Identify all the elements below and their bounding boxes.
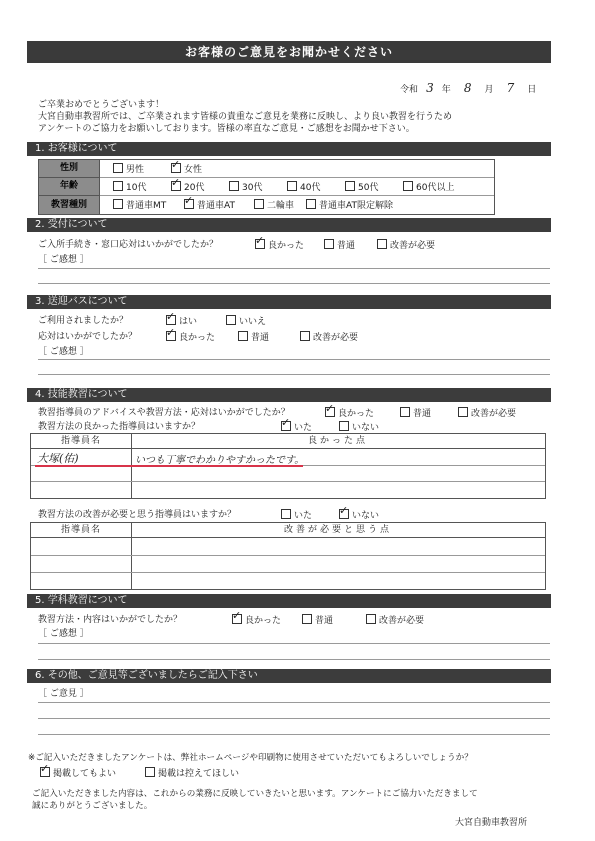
checkbox[interactable] xyxy=(226,315,236,325)
section5-option-average[interactable] xyxy=(302,614,333,627)
improve-table-col-divider xyxy=(131,523,132,589)
date-month-unit: 月 xyxy=(484,85,494,95)
section3-q1: ご利用されましたか？ xyxy=(38,316,129,326)
section5-option-good[interactable] xyxy=(232,614,281,627)
date-month: 8 xyxy=(463,81,472,95)
date-year: 3 xyxy=(426,81,434,95)
comment-line xyxy=(38,702,550,703)
comment-line xyxy=(38,268,550,269)
checkbox[interactable] xyxy=(324,239,334,249)
course-option-mt[interactable] xyxy=(113,199,166,212)
checkbox[interactable] xyxy=(366,614,376,624)
checkbox-checked[interactable] xyxy=(281,421,291,431)
section5-bar xyxy=(27,594,551,608)
checkbox[interactable] xyxy=(113,199,123,209)
checkbox[interactable] xyxy=(377,239,387,249)
header-title: お客様のご意見をお聞かせください xyxy=(184,45,393,59)
option-label: 良かった xyxy=(338,409,375,419)
improve-table-col-points: 改善が必要と思う点 xyxy=(283,525,392,535)
checkbox[interactable] xyxy=(339,421,349,431)
checkbox-checked[interactable] xyxy=(232,614,242,624)
improve-table-col-instructor: 指導員名 xyxy=(60,525,101,535)
intro-line-2: 大宮自動車教習所では、ご卒業されます皆様の貴重なご意見を業務に反映し、より良い教習を行うため xyxy=(38,112,453,122)
section1-title: 1. お客様について xyxy=(35,143,118,154)
checkbox[interactable] xyxy=(403,181,413,191)
comment-line xyxy=(38,359,550,360)
intro-line-1: ご卒業おめでとうございます！ xyxy=(38,100,165,110)
gender-option-male[interactable] xyxy=(113,163,144,176)
checkbox[interactable] xyxy=(281,509,291,519)
option-label: 50代 xyxy=(358,183,379,193)
option-label: いない xyxy=(352,423,380,433)
footer-note: ※ご記入いただきましたアンケートは、弊社ホームページや印刷物に使用させていただいてもよろしいでしょうか？ xyxy=(28,753,473,763)
section2-bar xyxy=(27,218,551,232)
section3-q2-option-good[interactable] xyxy=(166,331,215,344)
checkbox[interactable] xyxy=(300,331,310,341)
checkbox[interactable] xyxy=(400,407,410,417)
section3-title: 3. 送迎バスについて xyxy=(35,296,128,307)
section2-option-average[interactable] xyxy=(324,239,355,252)
checkbox-checked[interactable] xyxy=(166,315,176,325)
option-label: 改善が必要 xyxy=(313,333,359,343)
option-label: 男性 xyxy=(126,165,145,175)
section2-option-good[interactable] xyxy=(255,239,304,252)
section4-q1-option-needs-improvement[interactable] xyxy=(458,407,516,420)
good-table-row-line xyxy=(31,448,545,449)
good-table-row1-text: いつも丁寧でわかりやすかったです。 xyxy=(135,455,305,466)
age-option-40s[interactable] xyxy=(287,181,320,194)
checkbox-checked[interactable] xyxy=(40,767,50,777)
option-label: 良かった xyxy=(268,241,305,251)
section2-title: 2. 受付について xyxy=(35,219,108,230)
option-label: 普通 xyxy=(413,409,432,419)
checkbox[interactable] xyxy=(113,163,123,173)
date-day: 7 xyxy=(506,81,515,95)
section3-q2: 応対はいかがでしたか？ xyxy=(38,332,138,342)
comment-line xyxy=(38,374,550,375)
checkbox-checked[interactable] xyxy=(166,331,176,341)
option-label: 掲載は控えてほしい xyxy=(158,769,240,779)
good-table-row1-instructor: 大塚(佑) xyxy=(37,452,79,465)
date-era: 令和 xyxy=(400,85,419,95)
footer-thanks-line-1: ご記入いただきました内容は、これからの業務に反映していきたいと思います。アンケートにご協力いただきまして xyxy=(32,789,478,799)
date-line xyxy=(400,82,536,96)
age-option-50s[interactable] xyxy=(345,181,378,194)
section2-comment-label: ［ ご感想 ］ xyxy=(38,255,89,265)
header-bar xyxy=(27,41,551,63)
option-label: いない xyxy=(352,511,380,521)
option-label: 普通車AT xyxy=(197,201,235,211)
comment-line xyxy=(38,718,550,719)
checkbox[interactable] xyxy=(458,407,468,417)
option-label: 普通車AT限定解除 xyxy=(319,201,393,211)
age-option-60s-plus[interactable] xyxy=(403,181,454,194)
checkbox[interactable] xyxy=(229,181,239,191)
footer-org: 大宮自動車教習所 xyxy=(455,818,528,828)
section4-q1-option-average[interactable] xyxy=(400,407,431,420)
section6-bar xyxy=(27,669,551,683)
section5-comment-label: ［ ご感想 ］ xyxy=(38,629,89,639)
section6-title: 6. その他、ご意見等ございましたらご記入下さい xyxy=(35,670,258,681)
option-label: 普通 xyxy=(337,241,356,251)
option-label: 二輪車 xyxy=(267,201,295,211)
age-option-10s[interactable] xyxy=(113,181,146,194)
checkbox-checked[interactable] xyxy=(339,509,349,519)
option-label: 掲載してもよい xyxy=(53,769,117,779)
comment-line xyxy=(38,734,550,735)
option-label: 普通車MT xyxy=(126,201,167,211)
course-option-at-limit-removal[interactable] xyxy=(306,199,393,212)
section3-bar xyxy=(27,295,551,309)
section1-bar xyxy=(27,142,551,156)
good-table-col-instructor: 指導員名 xyxy=(60,436,101,446)
option-label: 改善が必要 xyxy=(379,616,425,626)
gender-option-female[interactable] xyxy=(171,163,202,176)
intro-line-3: アンケートのご協力をお願いしております。皆様の率直なご意見・ご感想をお聞かせ下さい。 xyxy=(38,124,415,134)
section4-bar xyxy=(27,388,551,402)
section4-q3-option-no[interactable] xyxy=(339,509,379,522)
option-label: 30代 xyxy=(242,183,263,193)
footer-option-allow[interactable] xyxy=(40,767,116,780)
improve-table-row-line xyxy=(31,572,545,573)
course-label: 教習種別 xyxy=(39,196,99,214)
checkbox-checked[interactable] xyxy=(255,239,265,249)
section3-q2-option-needs-improvement[interactable] xyxy=(300,331,358,344)
option-label: 20代 xyxy=(184,183,205,193)
option-label: 改善が必要 xyxy=(390,241,436,251)
comment-line xyxy=(38,659,550,660)
good-instructor-table xyxy=(30,433,546,499)
section1-divider xyxy=(99,160,100,214)
option-label: 改善が必要 xyxy=(471,409,517,419)
course-option-at[interactable] xyxy=(184,199,235,212)
checkbox[interactable] xyxy=(145,767,155,777)
section6-comment-label: ［ ご意見 ］ xyxy=(38,689,89,699)
section2-question: ご入所手続き・窓口応対はいかがでしたか？ xyxy=(38,240,219,250)
section4-title: 4. 技能教習について xyxy=(35,389,128,400)
improve-table-row-line xyxy=(31,555,545,556)
date-day-unit: 日 xyxy=(527,85,537,95)
section5-title: 5. 学科教習について xyxy=(35,595,128,606)
checkbox[interactable] xyxy=(306,199,316,209)
course-option-motorcycle[interactable] xyxy=(254,199,294,212)
section5-question: 教習方法・内容はいかがでしたか？ xyxy=(38,615,183,625)
footer-thanks-line-2: 誠にありがとうございました。 xyxy=(32,801,153,811)
option-label: 普通 xyxy=(315,616,334,626)
section1-row-line xyxy=(100,195,494,196)
section4-q1-option-good[interactable] xyxy=(325,407,374,420)
option-label: 女性 xyxy=(184,165,203,175)
option-label: 60代以上 xyxy=(416,183,455,193)
comment-line xyxy=(38,283,550,284)
checkbox-checked[interactable] xyxy=(325,407,335,417)
improve-table-row-line xyxy=(31,537,545,538)
improve-instructor-table xyxy=(30,522,546,590)
section4-q3: 教習方法の改善が必要と思う指導員はいますか？ xyxy=(38,510,237,520)
section3-q2-option-average[interactable] xyxy=(238,331,269,344)
option-label: 10代 xyxy=(126,183,147,193)
checkbox[interactable] xyxy=(254,199,264,209)
checkbox[interactable] xyxy=(113,181,123,191)
section3-comment-label: ［ ご感想 ］ xyxy=(38,347,89,357)
age-label: 年齢 xyxy=(39,178,99,196)
checkbox[interactable] xyxy=(345,181,355,191)
date-year-unit: 年 xyxy=(441,85,451,95)
option-label: いいえ xyxy=(239,317,267,327)
checkbox[interactable] xyxy=(238,331,248,341)
section4-q1: 教習指導員のアドバイスや教習方法・応対はいかがでしたか？ xyxy=(38,408,290,418)
option-label: いた xyxy=(294,511,313,521)
checkbox[interactable] xyxy=(302,614,312,624)
checkbox-checked[interactable] xyxy=(184,199,194,209)
age-option-20s[interactable] xyxy=(171,181,204,194)
section4-q3-option-yes[interactable] xyxy=(281,509,312,522)
age-option-30s[interactable] xyxy=(229,181,262,194)
option-label: 良かった xyxy=(179,333,216,343)
checkbox[interactable] xyxy=(287,181,297,191)
comment-line xyxy=(38,643,550,644)
option-label: はい xyxy=(179,317,198,327)
footer-option-decline[interactable] xyxy=(145,767,239,780)
good-table-col-points: 良かった点 xyxy=(307,436,368,446)
section1-row-line xyxy=(100,177,494,178)
section5-option-needs-improvement[interactable] xyxy=(366,614,424,627)
red-underline xyxy=(35,465,303,467)
option-label: 良かった xyxy=(245,616,282,626)
option-label: 普通 xyxy=(251,333,270,343)
checkbox-checked[interactable] xyxy=(171,181,181,191)
good-table-row-line xyxy=(31,481,545,482)
option-label: 40代 xyxy=(300,183,321,193)
option-label: いた xyxy=(294,423,313,433)
checkbox-checked[interactable] xyxy=(171,163,181,173)
section3-q1-option-no[interactable] xyxy=(226,315,266,328)
section2-option-needs-improvement[interactable] xyxy=(377,239,435,252)
gender-label: 性別 xyxy=(39,160,99,178)
section4-q2: 教習方法の良かった指導員はいますか？ xyxy=(38,422,201,432)
